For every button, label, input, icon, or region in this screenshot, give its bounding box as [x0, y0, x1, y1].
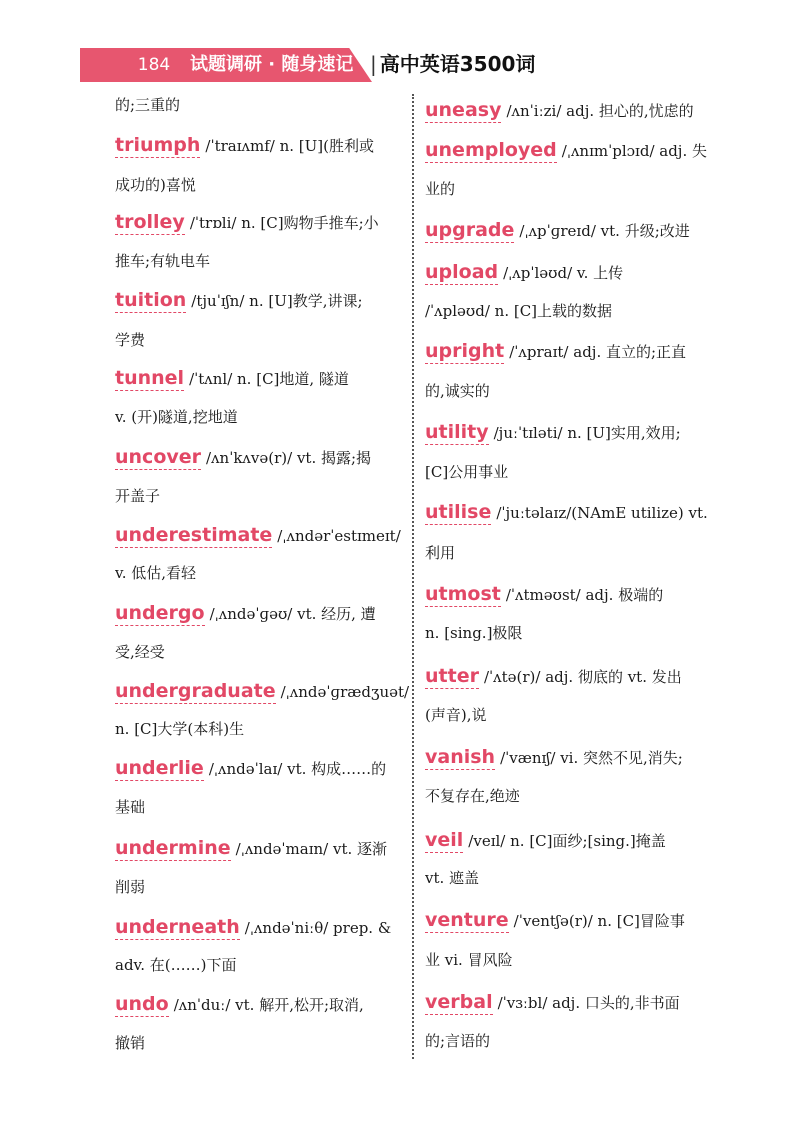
entry-headline [425, 579, 725, 609]
definition-text: 削弱 [115, 878, 146, 896]
entry-continuation [115, 402, 410, 432]
definition-text: 业的 [425, 180, 456, 198]
headword: utmost [425, 583, 501, 605]
definition-text: /juːˈtɪləti/ n. [U]实用,效用; [493, 424, 681, 442]
entry-headline [425, 95, 725, 125]
definition-text: 的;三重的 [115, 96, 181, 114]
definition-text: /ˌʌndəˈɡəʊ/ vt. 经历, 遭 [209, 605, 376, 623]
entry-continuation [115, 246, 410, 276]
headword: upload [425, 261, 499, 283]
definition-text: /ʌnˈduː/ vt. 解开,松开;取消, [173, 996, 364, 1014]
entry-headline [425, 257, 725, 287]
entry-continuation [425, 945, 725, 975]
headword: tuition [115, 289, 187, 311]
entry-continuation [115, 714, 410, 744]
entry-continuation [425, 457, 725, 487]
definition-text: v. (开)隧道,挖地道 [115, 408, 238, 426]
definition-text: 的;言语的 [425, 1032, 491, 1050]
definition-text: vt. 遮盖 [425, 869, 480, 887]
headword: tunnel [115, 367, 185, 389]
definition-text: 不复存在,绝迹 [425, 787, 520, 805]
entry-continuation [115, 325, 410, 355]
entry-headline [115, 130, 410, 160]
headword: utter [425, 665, 479, 687]
headword: underlie [115, 757, 204, 779]
definition-text: /ˈʌtə(r)/ adj. 彻底的 vt. 发出 [483, 668, 682, 686]
headword: undergraduate [115, 680, 276, 702]
definition-text: /ˈvɜːbl/ adj. 口头的,非书面 [497, 994, 680, 1012]
definition-text: 成功的)喜悦 [115, 176, 196, 194]
definition-text: /ˌʌndərˈestɪmeɪt/ [277, 527, 401, 545]
entry-headline [115, 833, 410, 863]
headword: underestimate [115, 524, 273, 546]
headword: undermine [115, 837, 231, 859]
headword: utilise [425, 501, 492, 523]
entry-continuation [425, 538, 725, 568]
entry-continuation [115, 170, 410, 200]
definition-text: 业 vi. 冒风险 [425, 951, 513, 969]
entry-continuation [425, 618, 725, 648]
definition-text: 撤销 [115, 1034, 146, 1052]
headword: upright [425, 340, 505, 362]
definition-text: v. 低估,看轻 [115, 564, 196, 582]
entry-headline [425, 215, 725, 245]
title-separator: | [370, 52, 377, 76]
entry-continuation [115, 637, 410, 667]
book-title: 高中英语3500词 [379, 52, 536, 76]
entry-continuation [115, 1028, 410, 1058]
entry-headline [425, 742, 725, 772]
entry-headline [425, 497, 725, 527]
definition-text: /ˌʌpˈləʊd/ v. 上传 [503, 264, 624, 282]
definition-text: /ˈtʌnl/ n. [C]地道, 隧道 [189, 370, 349, 388]
definition-text: [C]公用事业 [425, 463, 509, 481]
headword: trolley [115, 211, 185, 233]
entry-headline [115, 598, 410, 628]
headword: undo [115, 993, 169, 1015]
definition-text: 基础 [115, 798, 146, 816]
definition-text: (声音),说 [425, 706, 487, 724]
entry-continuation [425, 781, 725, 811]
entry-headline [115, 989, 410, 1019]
definition-text: 推车;有轨电车 [115, 252, 211, 270]
entry-headline [115, 676, 410, 706]
series-title: 试题调研 · 随身速记 [190, 54, 354, 75]
definition-text: n. [C]大学(本科)生 [115, 720, 245, 738]
definition-text: /ˌʌndəˈɡrædʒuət/ [280, 683, 410, 701]
entry-headline [115, 912, 410, 942]
entry-headline [115, 753, 410, 783]
definition-text: /ˈʌpləʊd/ n. [C]上载的数据 [425, 302, 613, 320]
definition-text: /veɪl/ n. [C]面纱;[sing.]掩盖 [468, 832, 666, 850]
definition-text: /ˈtraɪʌmf/ n. [U](胜利或 [205, 137, 375, 155]
definition-text: /ˌʌndəˈmaɪn/ vt. 逐渐 [235, 840, 388, 858]
entry-headline [115, 207, 410, 237]
definition-text: /ˈvænɪʃ/ vi. 突然不见,消失; [500, 749, 683, 767]
entry-headline [115, 363, 410, 393]
entry-headline [115, 442, 410, 472]
entry-headline [425, 661, 725, 691]
entry-headline [425, 905, 725, 935]
page-number: 184 [137, 55, 171, 75]
definition-text: 开盖子 [115, 487, 161, 505]
entry-continuation [425, 863, 725, 893]
headword: utility [425, 421, 489, 443]
entry-headline [425, 825, 725, 855]
entry-continuation [425, 700, 725, 730]
headword: uneasy [425, 99, 502, 121]
entry-continuation [425, 376, 725, 406]
headword: vanish [425, 746, 496, 768]
entry-headline [425, 336, 725, 366]
headword: upgrade [425, 219, 515, 241]
entry-headline [425, 417, 725, 447]
entry-headline [425, 987, 725, 1017]
definition-text: /ˌʌndəˈlaɪ/ vt. 构成……的 [208, 760, 387, 778]
definition-text: 受,经受 [115, 643, 165, 661]
entry-continuation [115, 950, 410, 980]
definition-text: 利用 [425, 544, 456, 562]
headword: venture [425, 909, 509, 931]
entry-continuation [425, 1026, 725, 1056]
entry-continuation [115, 872, 410, 902]
entry-continuation [115, 558, 410, 588]
column-divider [412, 94, 414, 1059]
definition-text: /tjuˈɪʃn/ n. [U]教学,讲课; [191, 292, 363, 310]
entry-headline [115, 285, 410, 315]
definition-text: /ˈjuːtəlaɪz/(NAmE utilize) vt. [496, 504, 708, 522]
entry-continuation [425, 174, 725, 204]
definition-text: /ˈʌpraɪt/ adj. 直立的;正直 [509, 343, 687, 361]
entry-headline [115, 520, 410, 550]
definition-text: /ʌnˈkʌvə(r)/ vt. 揭露;揭 [206, 449, 372, 467]
definition-text: /ˈtrɒli/ n. [C]购物手推车;小 [189, 214, 379, 232]
headword: underneath [115, 916, 240, 938]
headword: triumph [115, 134, 201, 156]
headword: verbal [425, 991, 493, 1013]
definition-text: n. [sing.]极限 [425, 624, 523, 642]
definition-text: /ˌʌnɪmˈplɔɪd/ adj. 失 [561, 142, 707, 160]
definition-text: /ˌʌpˈɡreɪd/ vt. 升级;改进 [519, 222, 690, 240]
entry-headline [425, 135, 725, 165]
book-title-wrap [370, 51, 535, 77]
headword: undergo [115, 602, 205, 624]
entry-continuation [115, 90, 410, 120]
definition-text: /ˈventʃə(r)/ n. [C]冒险事 [513, 912, 685, 930]
headword: veil [425, 829, 464, 851]
entry-continuation [115, 481, 410, 511]
headword: unemployed [425, 139, 557, 161]
definition-text: /ʌnˈiːzi/ adj. 担心的,忧虑的 [506, 102, 694, 120]
entry-continuation [115, 792, 410, 822]
entry-continuation [425, 296, 725, 326]
definition-text: /ˌʌndəˈniːθ/ prep. & [244, 919, 392, 937]
headword: uncover [115, 446, 202, 468]
definition-text: /ˈʌtməʊst/ adj. 极端的 [505, 586, 664, 604]
definition-text: 的,诚实的 [425, 382, 490, 400]
definition-text: adv. 在(……)下面 [115, 956, 237, 974]
definition-text: 学费 [115, 331, 146, 349]
